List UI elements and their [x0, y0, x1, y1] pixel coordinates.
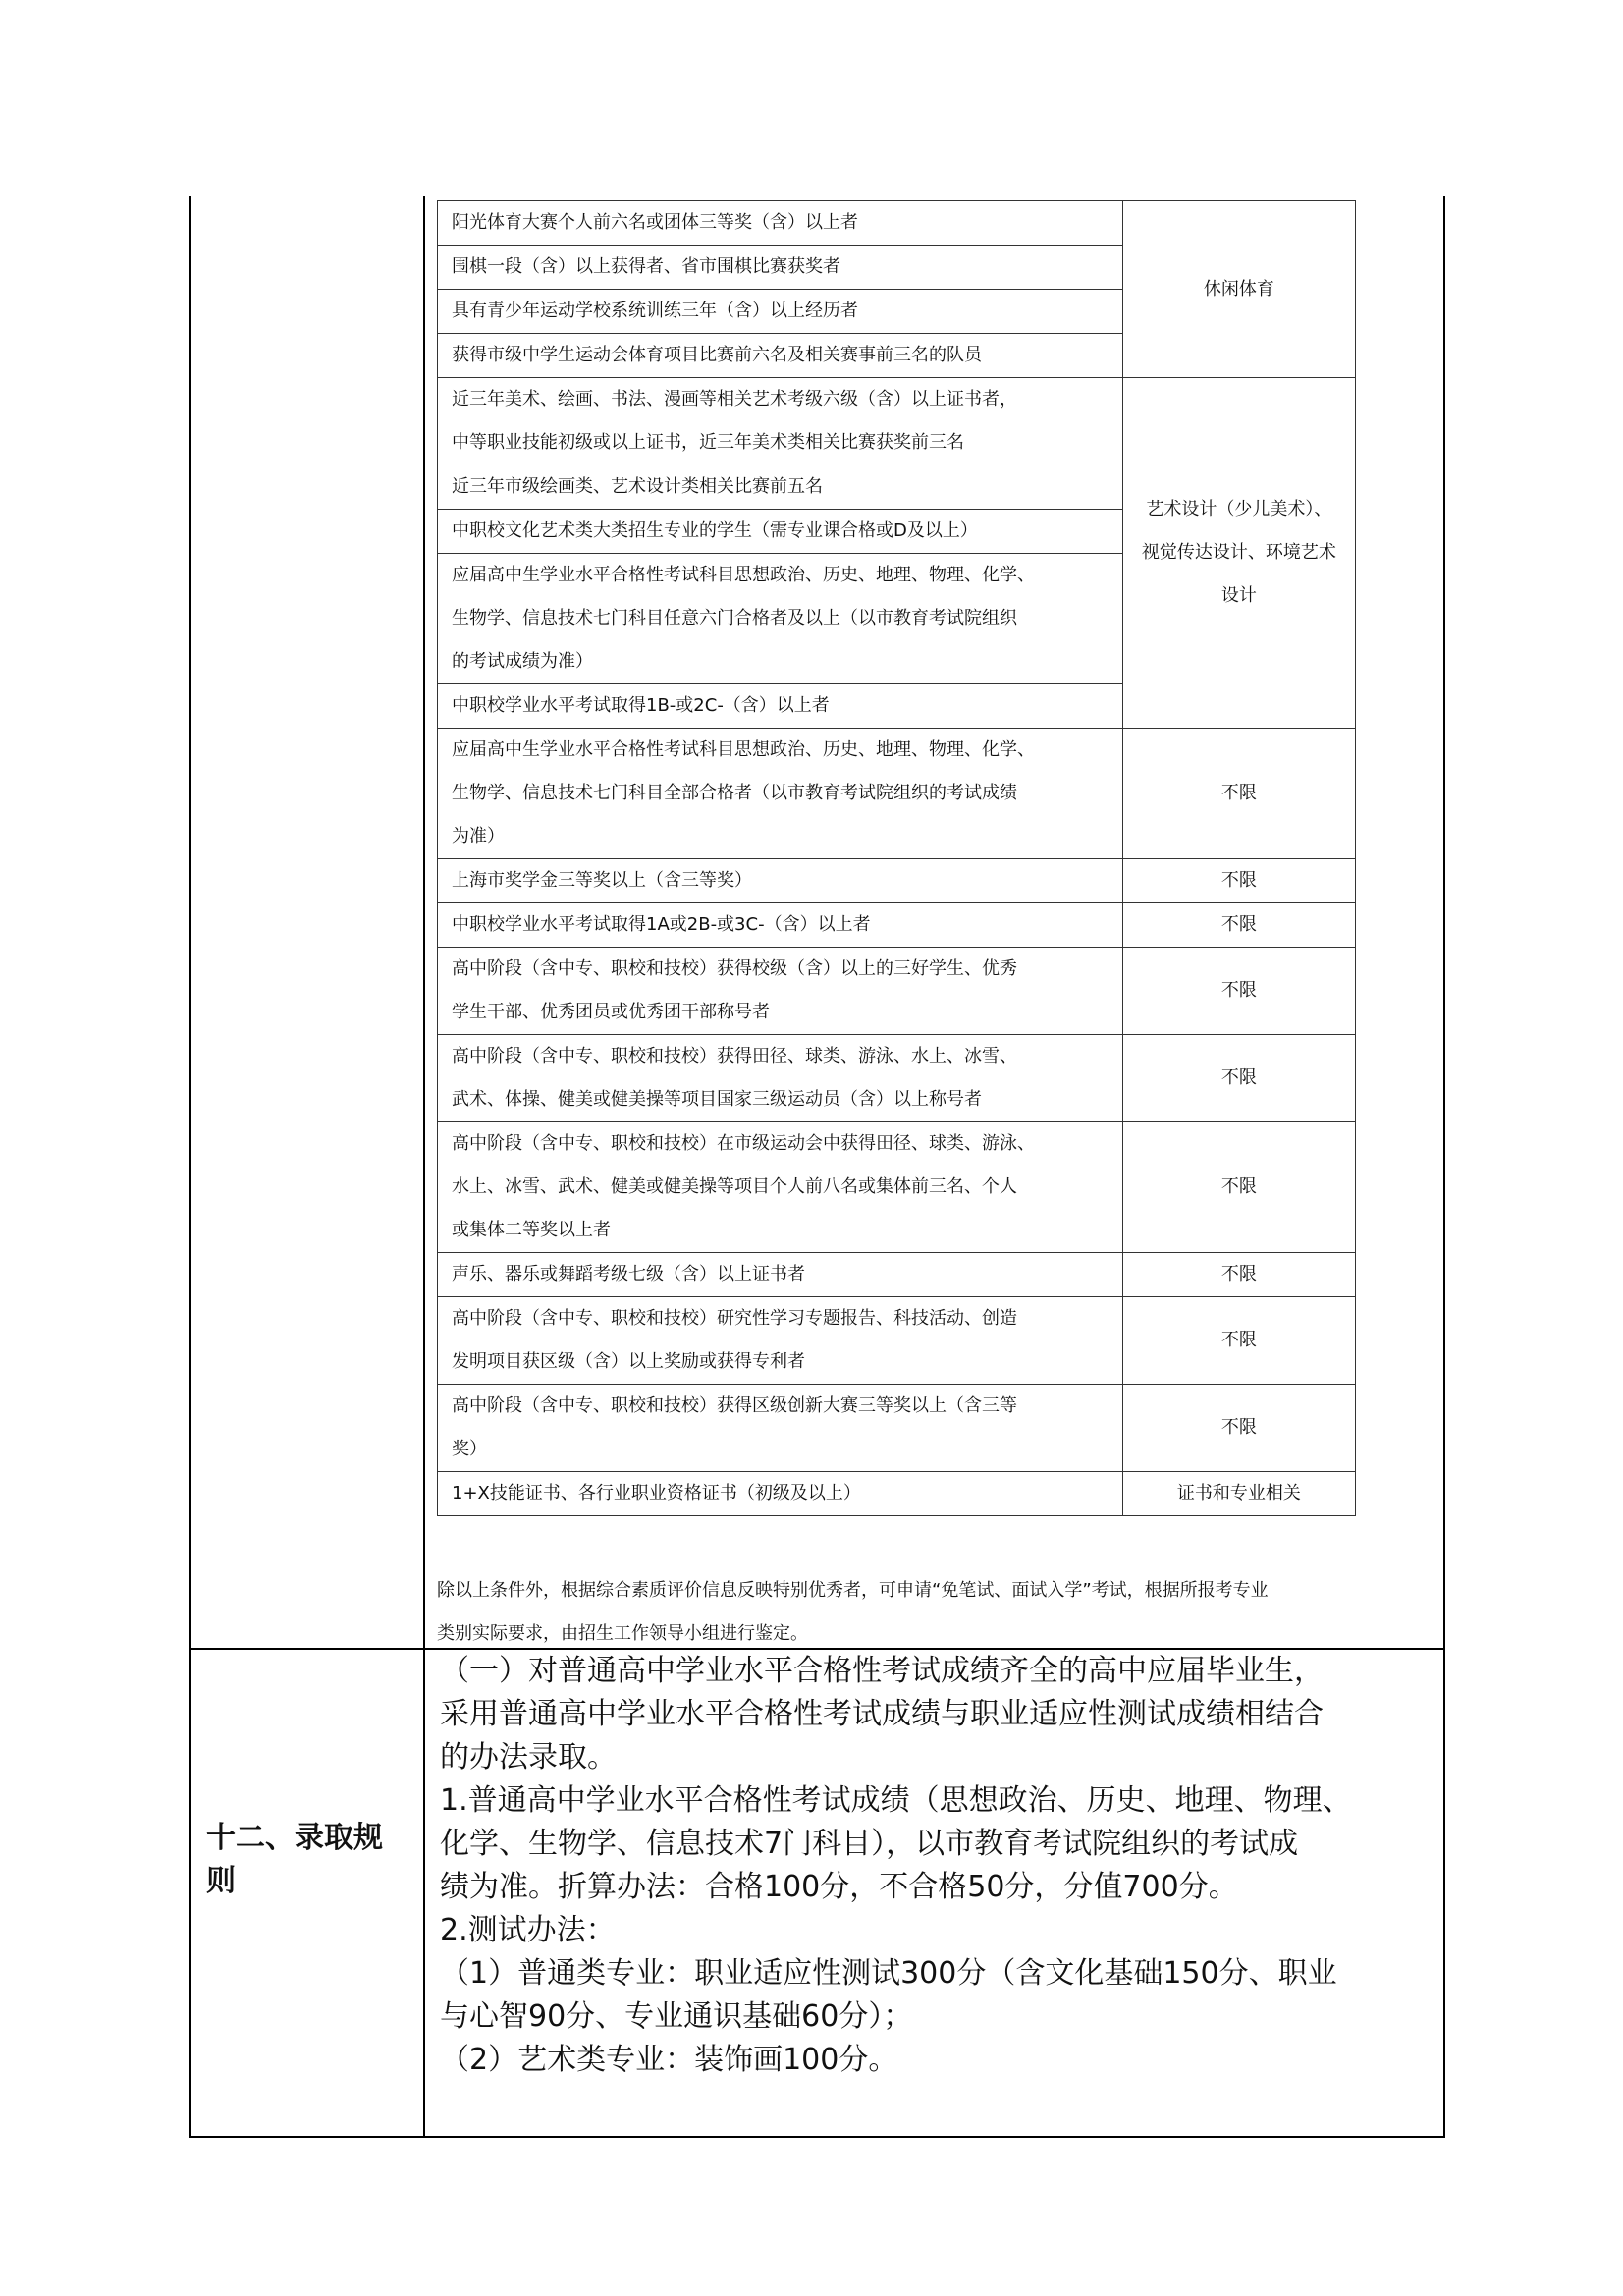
criterion-cell	[438, 1297, 1123, 1385]
cell-line: 证书和专业相关	[1176, 1483, 1301, 1503]
criterion-cell	[438, 1253, 1123, 1297]
cell-line: 学生干部、优秀团员或优秀团干部称号者	[452, 1002, 770, 1022]
cell-line: 获得市级中学生运动会体育项目比赛前六名及相关赛事前三名的队员	[452, 345, 982, 365]
cell-line: 高中阶段（含中专、职校和技校）获得田径、球类、游泳、水上、冰雪、	[452, 1046, 1017, 1066]
cell-line: 不限	[1220, 980, 1257, 1001]
rule-line: （一）对普通高中学业水平合格性考试成绩齐全的高中应届毕业生，	[440, 1654, 1324, 1688]
rule-line: 绩为准。折算办法：合格100分，不合格50分，分值700分。	[440, 1870, 1238, 1904]
major-cell	[1122, 201, 1355, 378]
cell-line: 不限	[1220, 783, 1257, 803]
table-row	[438, 1297, 1356, 1385]
major-cell	[1122, 1297, 1355, 1385]
cell-line: 不限	[1220, 1176, 1257, 1197]
cell-line: 1+X技能证书、各行业职业资格证书（初级及以上）	[452, 1483, 861, 1503]
cell-line: 近三年美术、绘画、书法、漫画等相关艺术考级六级（含）以上证书者，	[452, 389, 1017, 410]
label-column-divider	[423, 196, 425, 2138]
major-cell	[1122, 1385, 1355, 1472]
rule-line: 与心智90分、专业通识基础60分）；	[440, 1999, 913, 2034]
cell-line: 高中阶段（含中专、职校和技校）在市级运动会中获得田径、球类、游泳、	[452, 1133, 1035, 1154]
major-cell	[1122, 1122, 1355, 1253]
table-row	[438, 1122, 1356, 1253]
criterion-cell	[438, 554, 1123, 684]
cell-line: 近三年市级绘画类、艺术设计类相关比赛前五名	[452, 476, 823, 497]
criterion-cell	[438, 378, 1123, 465]
note-text	[437, 1569, 1429, 1656]
rule-line: 2.测试办法：	[440, 1913, 616, 1947]
cell-line: 的考试成绩为准）	[452, 651, 593, 672]
cell-line: 不限	[1220, 1330, 1257, 1350]
cell-line: 水上、冰雪、武术、健美或健美操等项目个人前八名或集体前三名、个人	[452, 1176, 1017, 1197]
major-cell	[1122, 1253, 1355, 1297]
rule-line: 采用普通高中学业水平合格性考试成绩与职业适应性测试成绩相结合	[440, 1697, 1324, 1731]
cell-line: 中等职业技能初级或以上证书，近三年美术类相关比赛获奖前三名	[452, 432, 964, 453]
table-row	[438, 948, 1356, 1035]
criterion-cell	[438, 334, 1123, 378]
rule-line: （1）普通类专业：职业适应性测试300分（含文化基础150分、职业	[440, 1956, 1337, 1991]
outer-right-border	[1443, 196, 1445, 2138]
cell-line: 高中阶段（含中专、职校和技校）获得校级（含）以上的三好学生、优秀	[452, 958, 1017, 979]
rule-line: （2）艺术类专业：装饰画100分。	[440, 2043, 898, 2077]
cell-line: 生物学、信息技术七门科目任意六门合格者及以上（以市教育考试院组织	[452, 608, 1017, 629]
outer-bottom-border	[189, 2136, 1445, 2138]
cell-line: 为准）	[452, 826, 505, 847]
criterion-cell	[438, 684, 1123, 729]
table-row	[438, 729, 1356, 859]
table-row	[438, 378, 1356, 465]
criterion-cell	[438, 510, 1123, 554]
section-label-line: 则	[206, 1864, 236, 1898]
table-row	[438, 201, 1356, 246]
table-row	[438, 1385, 1356, 1472]
table-row	[438, 859, 1356, 903]
criterion-cell	[438, 1385, 1123, 1472]
major-text: 艺术设计（少儿美术）、视觉传达设计、环境艺术设计	[1141, 499, 1336, 606]
cell-line: 武术、体操、健美或健美操等项目国家三级运动员（含）以上称号者	[452, 1089, 982, 1110]
cell-line: 不限	[1220, 914, 1257, 935]
note-line: 除以上条件外，根据综合素质评价信息反映特别优秀者，可申请“免笔试、面试入学”考试，根据所报考专业	[437, 1580, 1269, 1601]
cell-line: 高中阶段（含中专、职校和技校）获得区级创新大赛三等奖以上（含三等	[452, 1395, 1017, 1416]
cell-line: 不限	[1220, 1417, 1257, 1438]
major-cell	[1122, 729, 1355, 859]
major-text: 休闲体育	[1203, 278, 1274, 300]
cell-line: 不限	[1220, 1067, 1257, 1088]
cell-line: 上海市奖学金三等奖以上（含三等奖）	[452, 870, 752, 891]
major-cell	[1122, 1035, 1355, 1122]
note-line: 类别实际要求，由招生工作领导小组进行鉴定。	[437, 1623, 808, 1644]
cell-line: 应届高中生学业水平合格性考试科目思想政治、历史、地理、物理、化学、	[452, 739, 1035, 760]
table-row	[438, 903, 1356, 948]
table-row	[438, 1253, 1356, 1297]
criterion-cell	[438, 465, 1123, 510]
cell-line: 应届高中生学业水平合格性考试科目思想政治、历史、地理、物理、化学、	[452, 565, 1035, 585]
major-cell	[1122, 948, 1355, 1035]
cell-line: 中职校文化艺术类大类招生专业的学生（需专业课合格或D及以上）	[452, 520, 978, 541]
criterion-cell	[438, 948, 1123, 1035]
cell-line: 或集体二等奖以上者	[452, 1220, 611, 1240]
criterion-cell	[438, 201, 1123, 246]
criterion-cell	[438, 729, 1123, 859]
cell-line: 围棋一段（含）以上获得者、省市围棋比赛获奖者	[452, 256, 840, 277]
table-row	[438, 1035, 1356, 1122]
cell-line: 中职校学业水平考试取得1A或2B-或3C-（含）以上者	[452, 914, 871, 935]
cell-line: 声乐、器乐或舞蹈考级七级（含）以上证书者	[452, 1264, 805, 1285]
cell-line: 奖）	[452, 1439, 487, 1459]
criterion-cell	[438, 290, 1123, 334]
rule-line: 的办法录取。	[440, 1740, 617, 1775]
cell-line: 发明项目获区级（含）以上奖励或获得专利者	[452, 1351, 805, 1372]
criterion-cell	[438, 1122, 1123, 1253]
cell-line: 中职校学业水平考试取得1B-或2C-（含）以上者	[452, 695, 830, 716]
rule-line: 1.普通高中学业水平合格性考试成绩（思想政治、历史、地理、物理、	[440, 1783, 1352, 1818]
criterion-cell	[438, 1472, 1123, 1516]
rule-line: 化学、生物学、信息技术7门科目），以市教育考试院组织的考试成	[440, 1827, 1299, 1861]
cell-line: 生物学、信息技术七门科目全部合格者（以市教育考试院组织的考试成绩	[452, 783, 1017, 803]
criteria-table	[437, 200, 1356, 1516]
cell-line: 阳光体育大赛个人前六名或团体三等奖（含）以上者	[452, 212, 858, 233]
major-cell	[1122, 859, 1355, 903]
outer-left-border	[189, 196, 191, 2138]
section-label-line: 十二、录取规	[206, 1821, 383, 1855]
section-label	[206, 1817, 422, 1903]
criterion-cell	[438, 859, 1123, 903]
table-row	[438, 1472, 1356, 1516]
criterion-cell	[438, 903, 1123, 948]
cell-line: 不限	[1220, 870, 1257, 891]
criterion-cell	[438, 246, 1123, 290]
major-cell	[1122, 378, 1355, 729]
criterion-cell	[438, 1035, 1123, 1122]
admission-rules	[440, 1650, 1436, 2082]
cell-line: 具有青少年运动学校系统训练三年（含）以上经历者	[452, 301, 858, 321]
major-cell	[1122, 1472, 1355, 1516]
major-cell	[1122, 903, 1355, 948]
cell-line: 不限	[1220, 1264, 1257, 1285]
cell-line: 高中阶段（含中专、职校和技校）研究性学习专题报告、科技活动、创造	[452, 1308, 1017, 1329]
